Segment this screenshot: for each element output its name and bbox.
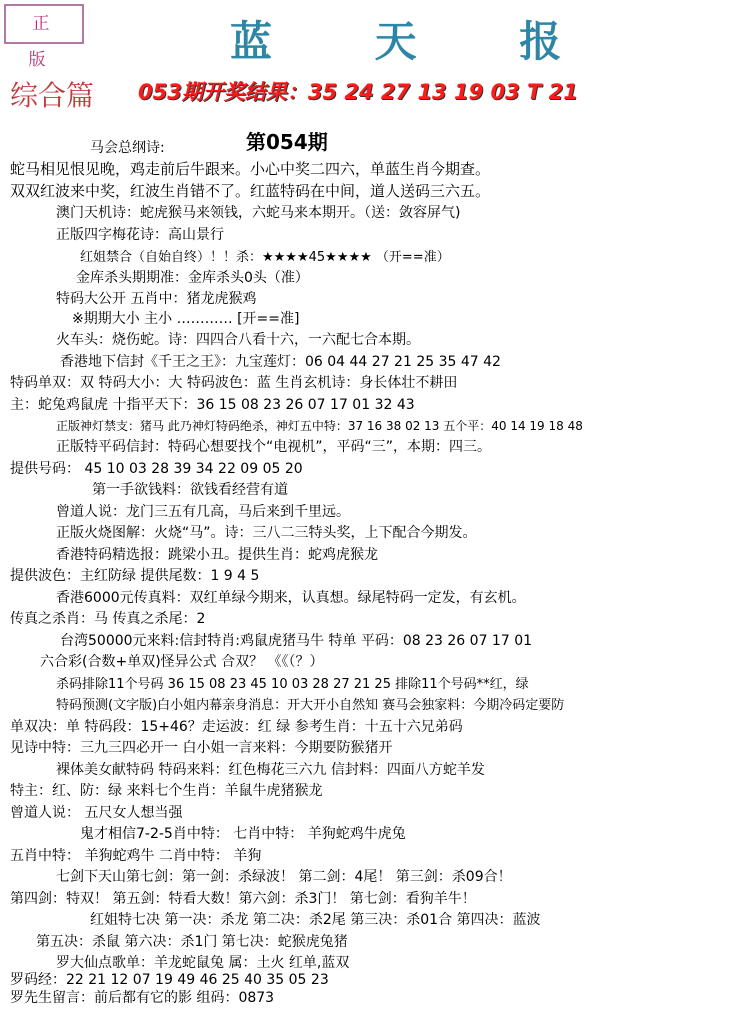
section-title: 综合篇 [10, 79, 95, 112]
text-line: 台湾50000元来料:信封特肖:鸡鼠虎猪马牛 特单 平码：08 23 26 07 17 01 [60, 633, 533, 649]
text-line: 罗码经：22 21 12 07 19 49 46 25 40 35 05 23 [10, 972, 329, 988]
text-line: 第五决：杀鼠 第六决：杀1门 第七决：蛇猴虎兔猪 [36, 934, 348, 950]
text-line: 见诗中特：三九三四必开一 白小姐一言来料：今期要防猴猪开 [10, 740, 393, 756]
text-line: 正版火烧图解：火烧“马”。诗：三八二三特头奖，上下配合今期发。 [56, 525, 477, 541]
text-line: 正版四字梅花诗：高山景行 [56, 227, 224, 243]
text-line: 香港地下信封《千王之王》：九宝莲灯：06 04 44 27 21 25 35 47 42 [60, 354, 501, 370]
text-line: 五肖中特： 羊狗蛇鸡牛 二肖中特： 羊狗 [10, 848, 262, 864]
text-line: ※期期大小 主小 ………… [开==准] [72, 311, 300, 327]
text-line: 七剑下天山第七剑：第一剑：杀绿波！ 第二剑：4尾！ 第三剑：杀09合！ [56, 869, 512, 885]
text-line: 蛇马相见恨见晚，鸡走前后牛跟来。小心中奖二四六，单蓝生肖今期查。 [10, 160, 491, 178]
text-line: 香港特码精选报：跳梁小丑。提供生肖：蛇鸡虎猴龙 [56, 547, 378, 563]
text-line: 六合彩(合数+单双)怪异公式 合双？ 《《（？） [40, 654, 324, 670]
text-line: 传真之杀肖：马 传真之杀尾：2 [10, 611, 206, 627]
text-line: 提供波色：主红防绿 提供尾数：1 9 4 5 [10, 568, 260, 584]
text-line: 马会总纲诗: [90, 140, 165, 156]
text-line: 罗大仙点歌单：羊龙蛇鼠兔 属：土火 红单,蓝双 [56, 955, 350, 971]
text-line: 裸体美女献特码 特码来料：红色梅花三六九 信封料：四面八方蛇羊发 [56, 762, 485, 778]
text-line: 杀码排除11个号码 36 15 08 23 45 10 03 28 27 21 25 排除11个号码**红，绿 [56, 677, 529, 692]
text-line: 特主：红、防：绿 来料七个生肖：羊鼠牛虎猪猴龙 [10, 783, 323, 799]
text-line: 特码大公开 五肖中：猪龙虎猴鸡 [56, 291, 257, 307]
draw-result: 053期开奖结果：35 24 27 13 19 03 T 21 [138, 80, 578, 104]
text-line: 特码单双：双 特码大小：大 特码波色：蓝 生肖玄机诗：身长体壮不耕田 [10, 375, 458, 391]
text-line: 主：蛇兔鸡鼠虎 十指平天下：36 15 08 23 26 07 17 01 32 43 [10, 397, 415, 413]
text-line: 正版神灯禁支：猪马 此乃神灯特码绝杀，神灯五中特：37 16 38 02 13 五个平：40 14 19 18 48 [56, 419, 583, 433]
text-line: 鬼才相信7-2-5肖中特： 七肖中特： 羊狗蛇鸡牛虎兔 [80, 826, 406, 842]
text-line: 香港6000元传真料：双红单绿今期来，认真想。绿尾特码一定发，有玄机。 [56, 590, 526, 606]
text-line: 澳门天机诗：蛇虎猴马来领钱，六蛇马来本期开。（送：敛容屏气) [56, 205, 461, 221]
text-line: 单双决：单 特码段：15+46？走运波：红 绿 参考生肖：十五十六兄弟码 [10, 719, 463, 735]
genuine-edition-stamp: 正 版 [4, 4, 84, 44]
text-line: 金库杀头期期准：金库杀头0头（准） [76, 270, 309, 286]
text-line: 红姐特七决 第一决：杀龙 第二决：杀2尾 第三决：杀01合 第四决：蓝波 [90, 912, 541, 928]
text-line: 提供号码： 45 10 03 28 39 34 22 09 05 20 [10, 461, 303, 477]
text-line: 罗先生留言：前后都有它的影 组码：0873 [10, 990, 275, 1006]
masthead-title: 蓝 天 报 [230, 17, 606, 66]
text-line: 特码预测(文字版)白小姐内幕亲身消息：开大开小自然知 赛马会独家料：今期冷码定要防 [56, 698, 565, 713]
text-line: 第四剑：特双！ 第五剑：特看大数！第六剑：杀3门！ 第七剑：看狗羊牛！ [10, 891, 476, 907]
text-line: 双双红波来中奖，红波生肖错不了。红蓝特码在中间，道人送码三六五。 [10, 182, 491, 200]
text-line: 曾道人说： 五尺女人想当强 [10, 805, 183, 821]
text-line: 曾道人说：龙门三五有几高，马后来到千里远。 [56, 504, 350, 520]
text-line: 红姐禁合（自始自终）！！杀：★★★★45★★★★ （开==准） [80, 250, 450, 265]
text-line: 正版特平码信封：特码心想要找个“电视机”，平码“三”，本期：四三。 [56, 439, 492, 455]
issue-number: 第054期 [246, 130, 328, 154]
text-line: 火车头：烧伤蛇。诗：四四合八看十六，一六配七合本期。 [56, 332, 420, 348]
text-line: 第一手欲钱料：欲钱看经营有道 [92, 482, 288, 498]
